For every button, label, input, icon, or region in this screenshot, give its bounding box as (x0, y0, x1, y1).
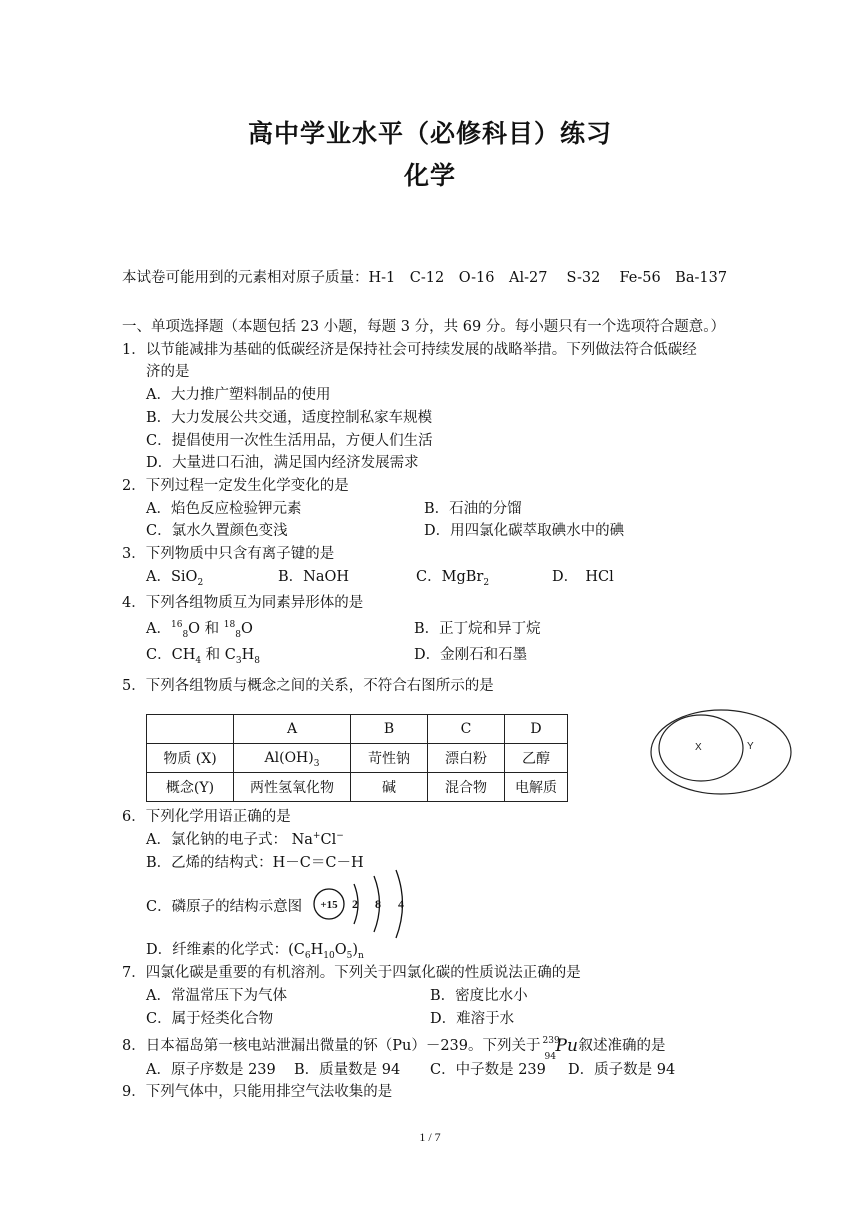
q6-d-s3: 5 (346, 950, 353, 961)
q4-a-mass2: 18 (223, 620, 236, 631)
q6-d-s2: 10 (323, 950, 335, 961)
nucleus-charge: +15 (320, 899, 338, 911)
q4-a-mass1: 16 (170, 620, 183, 631)
table-cell: B (351, 715, 428, 744)
q6-d-t2: H (310, 942, 324, 958)
q6-a-minus: − (336, 831, 344, 842)
q1-option-b: B．大力发展公共交通，适度控制私家车规模 (146, 410, 433, 426)
q6-option-a (146, 830, 344, 850)
venn-outer-ellipse (651, 710, 791, 794)
q8-stem-text: 8．日本福岛第一核电站泄漏出微量的钚（Pu）－239。下列关于 (122, 1038, 541, 1054)
q2-option-b: B．石油的分馏 (424, 501, 522, 517)
table-cell: 物质 (X) (147, 744, 234, 773)
q6-stem: 6．下列化学用语正确的是 (122, 809, 291, 825)
page-number: 1 / 7 (419, 1130, 441, 1144)
q4-c-text2: 和 C (201, 647, 236, 663)
q4-a-end: O (240, 621, 253, 637)
q4-a-z2: 8 (235, 629, 241, 640)
shell-electrons-2: 8 (375, 897, 381, 911)
q2-option-c: C．氯水久置颜色变浅 (146, 523, 288, 539)
q7-stem: 7．四氯化碳是重要的有机溶剂。下列关于四氯化碳的性质说法正确的是 (122, 965, 581, 981)
q6-a-text: A．氯化钠的电子式： Na (146, 832, 313, 848)
q5-stem: 5．下列各组物质与概念之间的关系，不符合右图所示的是 (122, 678, 494, 694)
q6-d-s4: n (358, 950, 364, 961)
q4-c-text1: C．CH (146, 647, 196, 663)
q6-d-t1: D．纤维素的化学式：(C (146, 942, 305, 958)
q7-option-b: B．密度比水小 (430, 988, 528, 1004)
q8-option-d: D．质子数是 94 (568, 1062, 676, 1078)
table-cell (234, 744, 351, 773)
q8-isotope-z: 94 (544, 1052, 556, 1062)
venn-label-y: Y (747, 741, 754, 752)
q5-aloh-text: Al(OH) (264, 750, 314, 766)
q7-option-a: A．常温常压下为气体 (146, 988, 287, 1004)
q6-option-c: C．磷原子的结构示意图 (146, 899, 303, 915)
q6-a-plus: + (312, 831, 321, 842)
q6-a-cl: Cl (320, 832, 337, 848)
page-title: 高中学业水平（必修科目）练习 (247, 119, 612, 148)
q1-stem: 1．以节能减排为基础的低碳经济是保持社会可持续发展的战略举措。下列做法符合低碳经 (122, 342, 697, 358)
q4-option-a (146, 619, 253, 639)
venn-label-x: X (695, 742, 702, 753)
q6-option-b: B．乙烯的结构式：H－C＝C－H (146, 855, 364, 871)
shell-electrons-3: 4 (398, 897, 404, 911)
q4-a-label: A． (146, 621, 171, 637)
q8-stem-text-2: 叙述准确的是 (578, 1038, 666, 1054)
q7-option-c: C．属于烃类化合物 (146, 1011, 274, 1027)
q6-d-t4: ) (352, 942, 359, 958)
q3-option-b: B．NaOH (278, 569, 350, 585)
q4-option-c (146, 645, 260, 665)
table-cell: 苛性钠 (351, 744, 428, 773)
q1-option-d: D．大量进口石油，满足国内经济发展需求 (146, 455, 419, 471)
q8-option-c: C．中子数是 239 (430, 1062, 546, 1078)
q4-a-mid: O 和 (188, 621, 224, 637)
q8-stem (122, 1036, 666, 1062)
q6-option-d (146, 940, 364, 960)
q4-c-sub1: 4 (195, 655, 202, 666)
table-row (147, 715, 568, 744)
q8-isotope-symbol: Pu (555, 1036, 578, 1056)
q3-c-subscript: 2 (483, 577, 490, 588)
q3-a-subscript: 2 (197, 577, 204, 588)
q4-a-z1: 8 (182, 629, 189, 640)
q3-stem: 3．下列物质中只含有离子键的是 (122, 546, 335, 562)
table-cell: C (428, 715, 505, 744)
venn-diagram (646, 702, 796, 802)
q6-d-t3: O (334, 942, 347, 958)
atom-structure-diagram (308, 868, 418, 940)
table-cell: 乙醇 (505, 744, 568, 773)
q6-d-s1: 6 (304, 950, 311, 961)
page-subtitle: 化学 (403, 161, 456, 190)
table-cell: 漂白粉 (428, 744, 505, 773)
table-cell: D (505, 715, 568, 744)
q4-option-b: B．正丁烷和异丁烷 (414, 621, 541, 637)
q1-option-c: C．提倡使用一次性生活用品，方便人们生活 (146, 433, 433, 449)
q3-option-d: D． HCl (552, 569, 614, 585)
table-cell (147, 715, 234, 744)
q5-aloh-sub: 3 (313, 758, 320, 769)
q7-option-d: D．难溶于水 (430, 1011, 515, 1027)
q5-table (146, 714, 568, 802)
section-heading: 一、单项选择题（本题包括 23 小题，每题 3 分，共 69 分。每小题只有一个选项符合题意。） (122, 319, 726, 335)
q8-option-b: B．质量数是 94 (294, 1062, 401, 1078)
q4-c-sub3: 8 (254, 655, 261, 666)
q1-stem-cont: 济的是 (146, 364, 190, 380)
table-cell: 两性氢氧化物 (234, 773, 351, 802)
table-cell: 混合物 (428, 773, 505, 802)
table-cell: 电解质 (505, 773, 568, 802)
shell-electrons-1: 2 (352, 897, 358, 911)
atomic-masses-line: 本试卷可能用到的元素相对原子质量：H-1 C-12 O-16 Al-27 S-32 Fe-56 Ba-137 (122, 270, 728, 286)
q8-isotope (541, 1036, 579, 1062)
q1-option-a: A．大力推广塑料制品的使用 (146, 387, 331, 403)
q3-option-c (416, 567, 489, 587)
q9-stem: 9．下列气体中，只能用排空气法收集的是 (122, 1084, 393, 1100)
q8-isotope-mass: 239 (542, 1036, 560, 1046)
q3-a-text: A．SiO (146, 569, 198, 585)
q2-stem: 2．下列过程一定发生化学变化的是 (122, 478, 349, 494)
q3-c-text: C．MgBr (416, 569, 484, 585)
table-cell: A (234, 715, 351, 744)
table-row (147, 773, 568, 802)
table-cell: 概念(Y) (147, 773, 234, 802)
q4-option-d: D．金刚石和石墨 (414, 647, 528, 663)
q4-c-sub2: 3 (235, 655, 242, 666)
q8-option-a: A．原子序数是 239 (146, 1062, 276, 1078)
q2-option-a: A．焰色反应检验钾元素 (146, 501, 302, 517)
q2-option-d: D．用四氯化碳萃取碘水中的碘 (424, 523, 625, 539)
q4-c-text3: H (241, 647, 255, 663)
q3-option-a (146, 567, 203, 587)
q4-stem: 4．下列各组物质互为同素异形体的是 (122, 595, 364, 611)
table-row (147, 744, 568, 773)
table-cell: 碱 (351, 773, 428, 802)
